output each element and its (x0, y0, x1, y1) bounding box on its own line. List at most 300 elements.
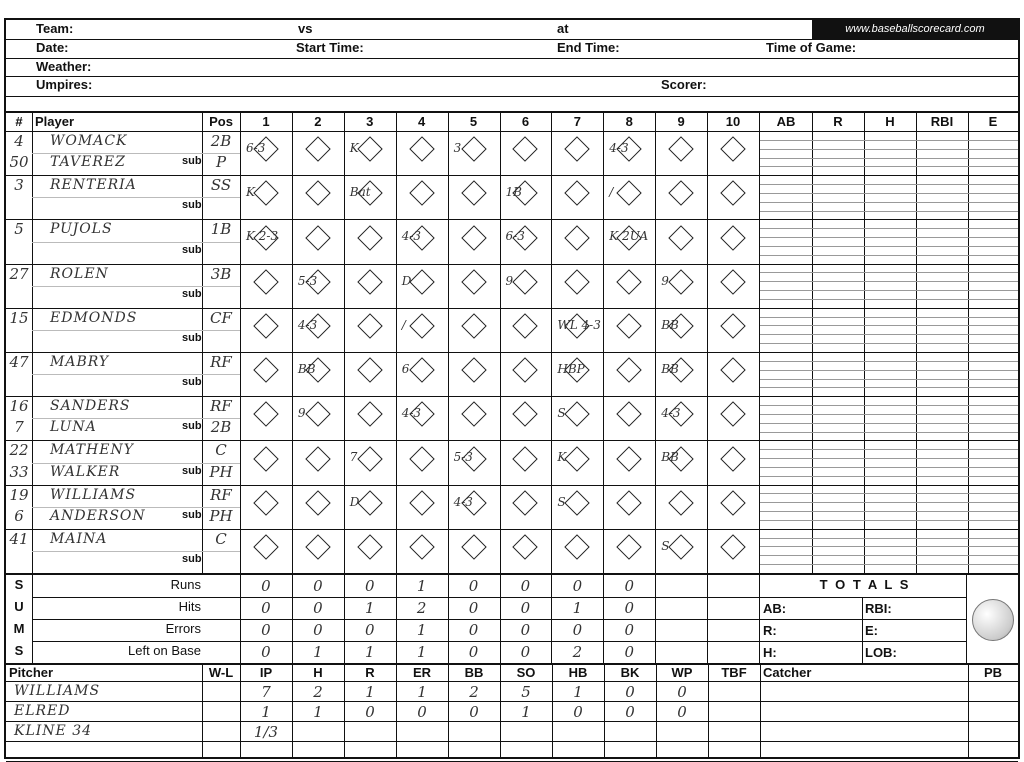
sums-row-label: Left on Base (128, 643, 201, 658)
at-bat-notation: 4-3 (609, 141, 629, 155)
sub-row-divider (32, 374, 240, 375)
at-bat-diamond[interactable] (513, 136, 538, 161)
inning-header-3: 3 (366, 114, 374, 129)
at-bat-diamond[interactable] (720, 357, 745, 382)
at-bat-diamond[interactable] (461, 357, 486, 382)
at-bat-notation: 9 (661, 273, 669, 288)
sums-value: 0 (572, 621, 583, 639)
sub-number: 6 (14, 506, 24, 525)
at-bat-diamond[interactable] (720, 225, 745, 250)
at-bat-diamond[interactable] (253, 181, 278, 206)
sub-label: sub (182, 331, 202, 344)
at-bat-diamond[interactable] (409, 446, 434, 471)
player-position: RF (210, 485, 232, 504)
stat-subline (760, 458, 1018, 459)
pitcher-stat-ip: 1/3 (253, 723, 279, 741)
at-bat-diamond[interactable] (720, 490, 745, 515)
pitcher-stat-so: 1 (521, 703, 531, 721)
at-bat-notation: 1B (505, 185, 522, 200)
totals-line (760, 641, 966, 642)
stat-subline (760, 317, 1018, 318)
at-bat-diamond[interactable] (305, 402, 330, 427)
player-name: MATHENY (50, 442, 134, 459)
pitcher-stat-r: 1 (365, 683, 375, 701)
player-number: 5 (14, 220, 24, 239)
num-col-header: # (15, 114, 23, 129)
at-bat-notation: 5-3 (297, 273, 318, 288)
player-number: 47 (9, 353, 29, 371)
totals-r-label: R: (763, 623, 777, 638)
pitching-header: IP (259, 665, 273, 680)
at-bat-diamond[interactable] (357, 136, 382, 161)
stat-subline (760, 149, 1018, 150)
pitcher-stat-bk: 0 (625, 703, 635, 721)
at-bat-diamond[interactable] (409, 136, 434, 161)
player-position: 2B (210, 132, 232, 150)
pitcher-stat-er: 1 (417, 683, 427, 701)
sums-row-label: Runs (170, 577, 201, 592)
header-row-divider (6, 131, 1018, 132)
at-bat-diamond[interactable] (409, 490, 434, 515)
pitching-header: HB (568, 665, 588, 680)
sub-name: LUNA (50, 419, 97, 436)
pitching-header: H (313, 665, 323, 680)
time-of-game-label: Time of Game: (766, 40, 857, 55)
grid-bottom-line (6, 573, 1018, 575)
at-bat-diamond[interactable] (253, 313, 278, 338)
sums-value: 2 (572, 643, 583, 661)
at-bat-diamond[interactable] (720, 446, 745, 471)
inning-vline-4 (448, 113, 449, 573)
stat-subline (760, 467, 1018, 468)
at-bat-diamond[interactable] (461, 136, 486, 161)
at-bat-diamond[interactable] (513, 357, 538, 382)
at-bat-diamond[interactable] (461, 313, 486, 338)
at-bat-diamond[interactable] (357, 313, 382, 338)
at-bat-diamond[interactable] (720, 402, 745, 427)
lineup-row-divider (6, 529, 1018, 530)
stat-subline (760, 193, 1018, 194)
lineup-row-divider (6, 440, 1018, 441)
totals-ab-label: AB: (763, 601, 787, 616)
sums-value: 1 (416, 577, 427, 595)
pitcher-stat-bb: 0 (469, 703, 479, 721)
stat-subline (760, 237, 1018, 238)
stat-subline (760, 432, 1018, 433)
stat-subline (760, 228, 1018, 229)
end-time-label: End Time: (557, 40, 620, 55)
sums-value: 2 (416, 599, 427, 617)
pitcher-stat-hb: 1 (573, 683, 583, 701)
sums-value: 0 (364, 621, 375, 639)
at-bat-notation: K (349, 141, 359, 155)
stat-subline (760, 538, 1018, 539)
lineup-row-divider (6, 352, 1018, 353)
inning-vline-9 (707, 113, 708, 573)
sub-position: P (215, 153, 227, 172)
pitching-vline (708, 663, 709, 759)
player-name: RENTERIA (50, 177, 137, 194)
player-number: 19 (9, 485, 29, 504)
at-bat-diamond[interactable] (565, 225, 590, 250)
sums-letter: U (14, 599, 24, 614)
sub-position: 2B (210, 418, 232, 437)
player-name: WOMACK (50, 133, 128, 149)
at-bat-diamond[interactable] (253, 269, 278, 294)
at-bat-diamond[interactable] (253, 357, 278, 382)
stat-subline (760, 423, 1018, 424)
at-bat-notation: 6 (401, 362, 410, 376)
at-bat-diamond[interactable] (357, 357, 382, 382)
at-bat-diamond[interactable] (513, 446, 538, 471)
at-bat-notation: 4-3 (661, 406, 681, 421)
stat-subline (760, 564, 1018, 565)
inning-header-7: 7 (573, 114, 581, 129)
totals-right-vline (966, 575, 967, 663)
at-bat-diamond[interactable] (668, 534, 693, 559)
sums-value: 0 (261, 643, 271, 661)
at-bat-diamond[interactable] (617, 269, 642, 294)
at-bat-notation: / (609, 185, 614, 200)
sub-label: sub (182, 508, 202, 521)
at-label: at (557, 21, 569, 36)
sums-value: 1 (416, 643, 427, 661)
totals-title: T O T A L S (819, 577, 911, 592)
inning-vline-3 (396, 113, 397, 573)
pitcher-name: ELRED (14, 703, 71, 719)
sums-value: 0 (624, 577, 635, 595)
at-bat-diamond[interactable] (253, 402, 278, 427)
at-bat-diamond[interactable] (617, 490, 642, 515)
weather-label: Weather: (36, 59, 92, 74)
at-bat-diamond[interactable] (513, 313, 538, 338)
at-bat-diamond[interactable] (668, 136, 693, 161)
at-bat-diamond[interactable] (617, 534, 642, 559)
at-bat-notation: 4-3 (453, 494, 473, 509)
at-bat-notation: BB (661, 362, 679, 376)
stat-subline (760, 140, 1018, 141)
at-bat-notation: S (557, 494, 566, 509)
at-bat-diamond[interactable] (720, 181, 745, 206)
sub-label: sub (182, 552, 202, 565)
stat-subline (760, 493, 1018, 494)
sums-value: 0 (520, 621, 531, 639)
sums-value: 0 (520, 577, 531, 595)
at-bat-diamond[interactable] (513, 269, 538, 294)
at-bat-diamond[interactable] (357, 269, 382, 294)
at-bat-diamond[interactable] (253, 490, 278, 515)
sub-label: sub (182, 155, 202, 168)
at-bat-diamond[interactable] (617, 313, 642, 338)
pitching-header: SO (516, 665, 536, 680)
player-name: MAINA (50, 530, 108, 547)
inning-header-10: 10 (725, 114, 741, 129)
at-bat-notation: 9 (505, 273, 514, 288)
sub-number: 33 (9, 462, 29, 481)
at-bat-notation: 4-3 (401, 406, 422, 421)
inning-header-8: 8 (625, 114, 633, 129)
totals-line (760, 597, 966, 598)
sums-value: 0 (468, 599, 479, 617)
at-bat-diamond[interactable] (720, 136, 745, 161)
at-bat-diamond[interactable] (305, 446, 330, 471)
at-bat-diamond[interactable] (617, 446, 642, 471)
at-bat-notation: K 2-3 (246, 229, 279, 244)
stat-subline (760, 511, 1018, 512)
pitching-header: PB (983, 665, 1003, 680)
at-bat-diamond[interactable] (513, 534, 538, 559)
pitching-row-line (6, 681, 1018, 682)
at-bat-notation: 7 (349, 450, 358, 465)
at-bat-diamond[interactable] (565, 490, 590, 515)
sums-value: 0 (261, 621, 271, 639)
pitching-header: TBF (721, 665, 747, 680)
at-bat-diamond[interactable] (253, 534, 278, 559)
inning-vline-6 (551, 113, 552, 573)
at-bat-diamond[interactable] (357, 402, 382, 427)
sums-value: 0 (572, 577, 583, 595)
pitcher-stat-wp: 0 (677, 683, 687, 701)
at-bat-diamond[interactable] (565, 136, 590, 161)
player-name: ROLEN (50, 265, 109, 282)
at-bat-diamond[interactable] (461, 269, 486, 294)
sums-value: 0 (364, 577, 375, 595)
at-bat-diamond[interactable] (720, 313, 745, 338)
pitching-header: Catcher (763, 665, 812, 680)
sums-value: 0 (313, 621, 323, 639)
pitching-header: R (365, 665, 375, 680)
sub-position: PH (209, 506, 233, 525)
player-position: C (215, 529, 227, 548)
sub-name: ANDERSON (50, 507, 146, 524)
inning-header-9: 9 (677, 114, 685, 129)
sums-letter: S (14, 577, 24, 592)
sub-label: sub (182, 420, 202, 433)
sums-value: 0 (468, 621, 479, 639)
at-bat-notation: 9 (297, 406, 306, 421)
at-bat-diamond[interactable] (565, 446, 590, 471)
inning-vline-2 (344, 113, 345, 573)
lineup-row-divider (6, 308, 1018, 309)
player-position: 1B (210, 220, 232, 239)
at-bat-diamond[interactable] (357, 225, 382, 250)
pos-col-header: Pos (209, 114, 233, 129)
at-bat-diamond[interactable] (461, 534, 486, 559)
start-time-label: Start Time: (296, 40, 364, 55)
at-bat-diamond[interactable] (668, 181, 693, 206)
stat-subline (760, 281, 1018, 282)
at-bat-diamond[interactable] (513, 490, 538, 515)
sums-value: 0 (624, 621, 635, 639)
pitching-row-line (6, 701, 1018, 702)
player-number: 4 (14, 132, 24, 150)
sub-position: PH (209, 462, 233, 481)
stat-subline (760, 361, 1018, 362)
at-bat-diamond[interactable] (409, 357, 434, 382)
at-bat-diamond[interactable] (461, 402, 486, 427)
at-bat-notation: HBP (557, 362, 585, 376)
player-number: 3 (14, 176, 24, 195)
player-position: SS (210, 176, 232, 195)
stat-subline (760, 272, 1018, 273)
stat-subline (760, 202, 1018, 203)
sub-row-divider (32, 286, 240, 287)
player-position: CF (210, 308, 232, 327)
at-bat-diamond[interactable] (513, 402, 538, 427)
pitching-header: Pitcher (9, 665, 54, 680)
at-bat-diamond[interactable] (305, 490, 330, 515)
at-bat-diamond[interactable] (668, 269, 693, 294)
pitcher-stat-h: 1 (313, 703, 323, 721)
inning-header-2: 2 (314, 114, 322, 129)
at-bat-notation: / (401, 317, 406, 332)
sub-row-divider (32, 551, 240, 552)
player-number: 27 (9, 264, 29, 283)
stat-subline (760, 476, 1018, 477)
at-bat-notation: K (557, 450, 567, 465)
pitcher-stat-er: 0 (417, 703, 427, 721)
pitcher-stat-so: 5 (521, 683, 531, 701)
sums-value: 0 (261, 577, 271, 595)
sub-name: TAVEREZ (50, 154, 126, 171)
totals-h-label: H: (763, 645, 777, 660)
at-bat-diamond[interactable] (617, 402, 642, 427)
at-bat-notation: D (401, 273, 412, 288)
stat-header-rbi: RBI (930, 114, 954, 129)
at-bat-notation: 6-3 (505, 229, 525, 244)
player-name: MABRY (50, 354, 110, 370)
stat-subline (760, 184, 1018, 185)
at-bat-diamond[interactable] (720, 269, 745, 294)
at-bat-diamond[interactable] (565, 534, 590, 559)
at-bat-diamond[interactable] (305, 136, 330, 161)
stat-subline (760, 520, 1018, 521)
pitcher-stat-wp: 0 (677, 703, 687, 721)
inning-header-6: 6 (521, 114, 530, 129)
at-bat-diamond[interactable] (565, 181, 590, 206)
lineup-row-divider (6, 219, 1018, 220)
at-bat-diamond[interactable] (409, 534, 434, 559)
sums-value: 1 (313, 643, 323, 661)
at-bat-diamond[interactable] (305, 534, 330, 559)
sums-value: 0 (468, 577, 479, 595)
at-bat-diamond[interactable] (409, 181, 434, 206)
sub-number: 50 (9, 153, 29, 172)
at-bat-diamond[interactable] (305, 225, 330, 250)
pitching-header: W-L (208, 665, 234, 680)
at-bat-diamond[interactable] (409, 313, 434, 338)
stat-subline (760, 502, 1018, 503)
player-number: 22 (9, 441, 29, 460)
pitching-header: BK (620, 665, 640, 680)
stat-subline (760, 379, 1018, 380)
at-bat-diamond[interactable] (305, 181, 330, 206)
at-bat-diamond[interactable] (357, 534, 382, 559)
stat-subline (760, 343, 1018, 344)
stat-subline (760, 246, 1018, 247)
at-bat-diamond[interactable] (617, 181, 642, 206)
at-bat-diamond[interactable] (461, 225, 486, 250)
at-bat-diamond[interactable] (357, 446, 382, 471)
sub-number: 7 (14, 418, 24, 437)
date-label: Date: (36, 40, 69, 55)
at-bat-diamond[interactable] (565, 269, 590, 294)
totals-e-label: E: (865, 623, 878, 638)
lineup-row-divider (6, 175, 1018, 176)
at-bat-notation: 4-3 (401, 229, 422, 244)
at-bat-diamond[interactable] (720, 534, 745, 559)
stat-subline (760, 166, 1018, 167)
at-bat-notation: 4-3 (297, 317, 318, 332)
sums-inning-vline (655, 575, 656, 663)
stat-subline (760, 158, 1018, 159)
scorecard-sheet (4, 18, 1020, 759)
sub-row-divider (32, 197, 240, 198)
inning-header-1: 1 (262, 114, 270, 129)
at-bat-diamond[interactable] (565, 402, 590, 427)
at-bat-diamond[interactable] (668, 490, 693, 515)
at-bat-notation: BB (661, 317, 679, 332)
sub-name: WALKER (50, 463, 121, 480)
sums-value: 0 (313, 599, 323, 617)
at-bat-notation: 3 (453, 141, 462, 155)
lineup-row-divider (6, 485, 1018, 486)
at-bat-diamond[interactable] (668, 225, 693, 250)
sub-label: sub (182, 376, 202, 389)
at-bat-notation: 5-3 (453, 450, 473, 465)
stat-subline (760, 546, 1018, 547)
at-bat-diamond[interactable] (617, 357, 642, 382)
at-bat-notation: Bat (349, 185, 371, 200)
sums-value: 0 (313, 577, 323, 595)
sums-row-label: Hits (178, 599, 201, 614)
sums-letter: M (13, 621, 25, 636)
player-name: WILLIAMS (50, 486, 137, 503)
player-number: 16 (9, 397, 29, 416)
at-bat-notation: K 2UA (609, 229, 649, 244)
player-name: PUJOLS (50, 221, 113, 238)
pitcher-stat-ip: 7 (261, 683, 271, 701)
at-bat-notation: 6-3 (246, 141, 266, 155)
inning-vline-1 (292, 113, 293, 573)
pitcher-name: KLINE 34 (14, 723, 93, 739)
sums-value: 0 (624, 599, 635, 617)
pitching-row-line (6, 721, 1018, 722)
inning-header-5: 5 (469, 114, 478, 129)
scorer-label: Scorer: (661, 77, 707, 92)
baseball-icon (972, 599, 1014, 641)
sums-value: 1 (364, 643, 375, 661)
stat-subline (760, 449, 1018, 450)
at-bat-notation: BB (297, 362, 316, 376)
at-bat-diamond[interactable] (253, 446, 278, 471)
at-bat-diamond[interactable] (409, 269, 434, 294)
stat-subline (760, 387, 1018, 388)
totals-line (760, 619, 966, 620)
at-bat-diamond[interactable] (461, 181, 486, 206)
player-position: RF (210, 353, 232, 371)
inning-vline-7 (603, 113, 604, 573)
totals-lob-label: LOB: (865, 645, 897, 660)
at-bat-notation: K (246, 185, 255, 200)
at-bat-notation: WL 4-3 (557, 317, 601, 332)
stat-header-h: H (885, 114, 895, 129)
website-banner: www.baseballscorecard.com (812, 20, 1018, 39)
player-number: 15 (9, 308, 29, 327)
at-bat-diamond[interactable] (357, 490, 382, 515)
sums-value: 0 (468, 643, 479, 661)
stat-subline (760, 555, 1018, 556)
